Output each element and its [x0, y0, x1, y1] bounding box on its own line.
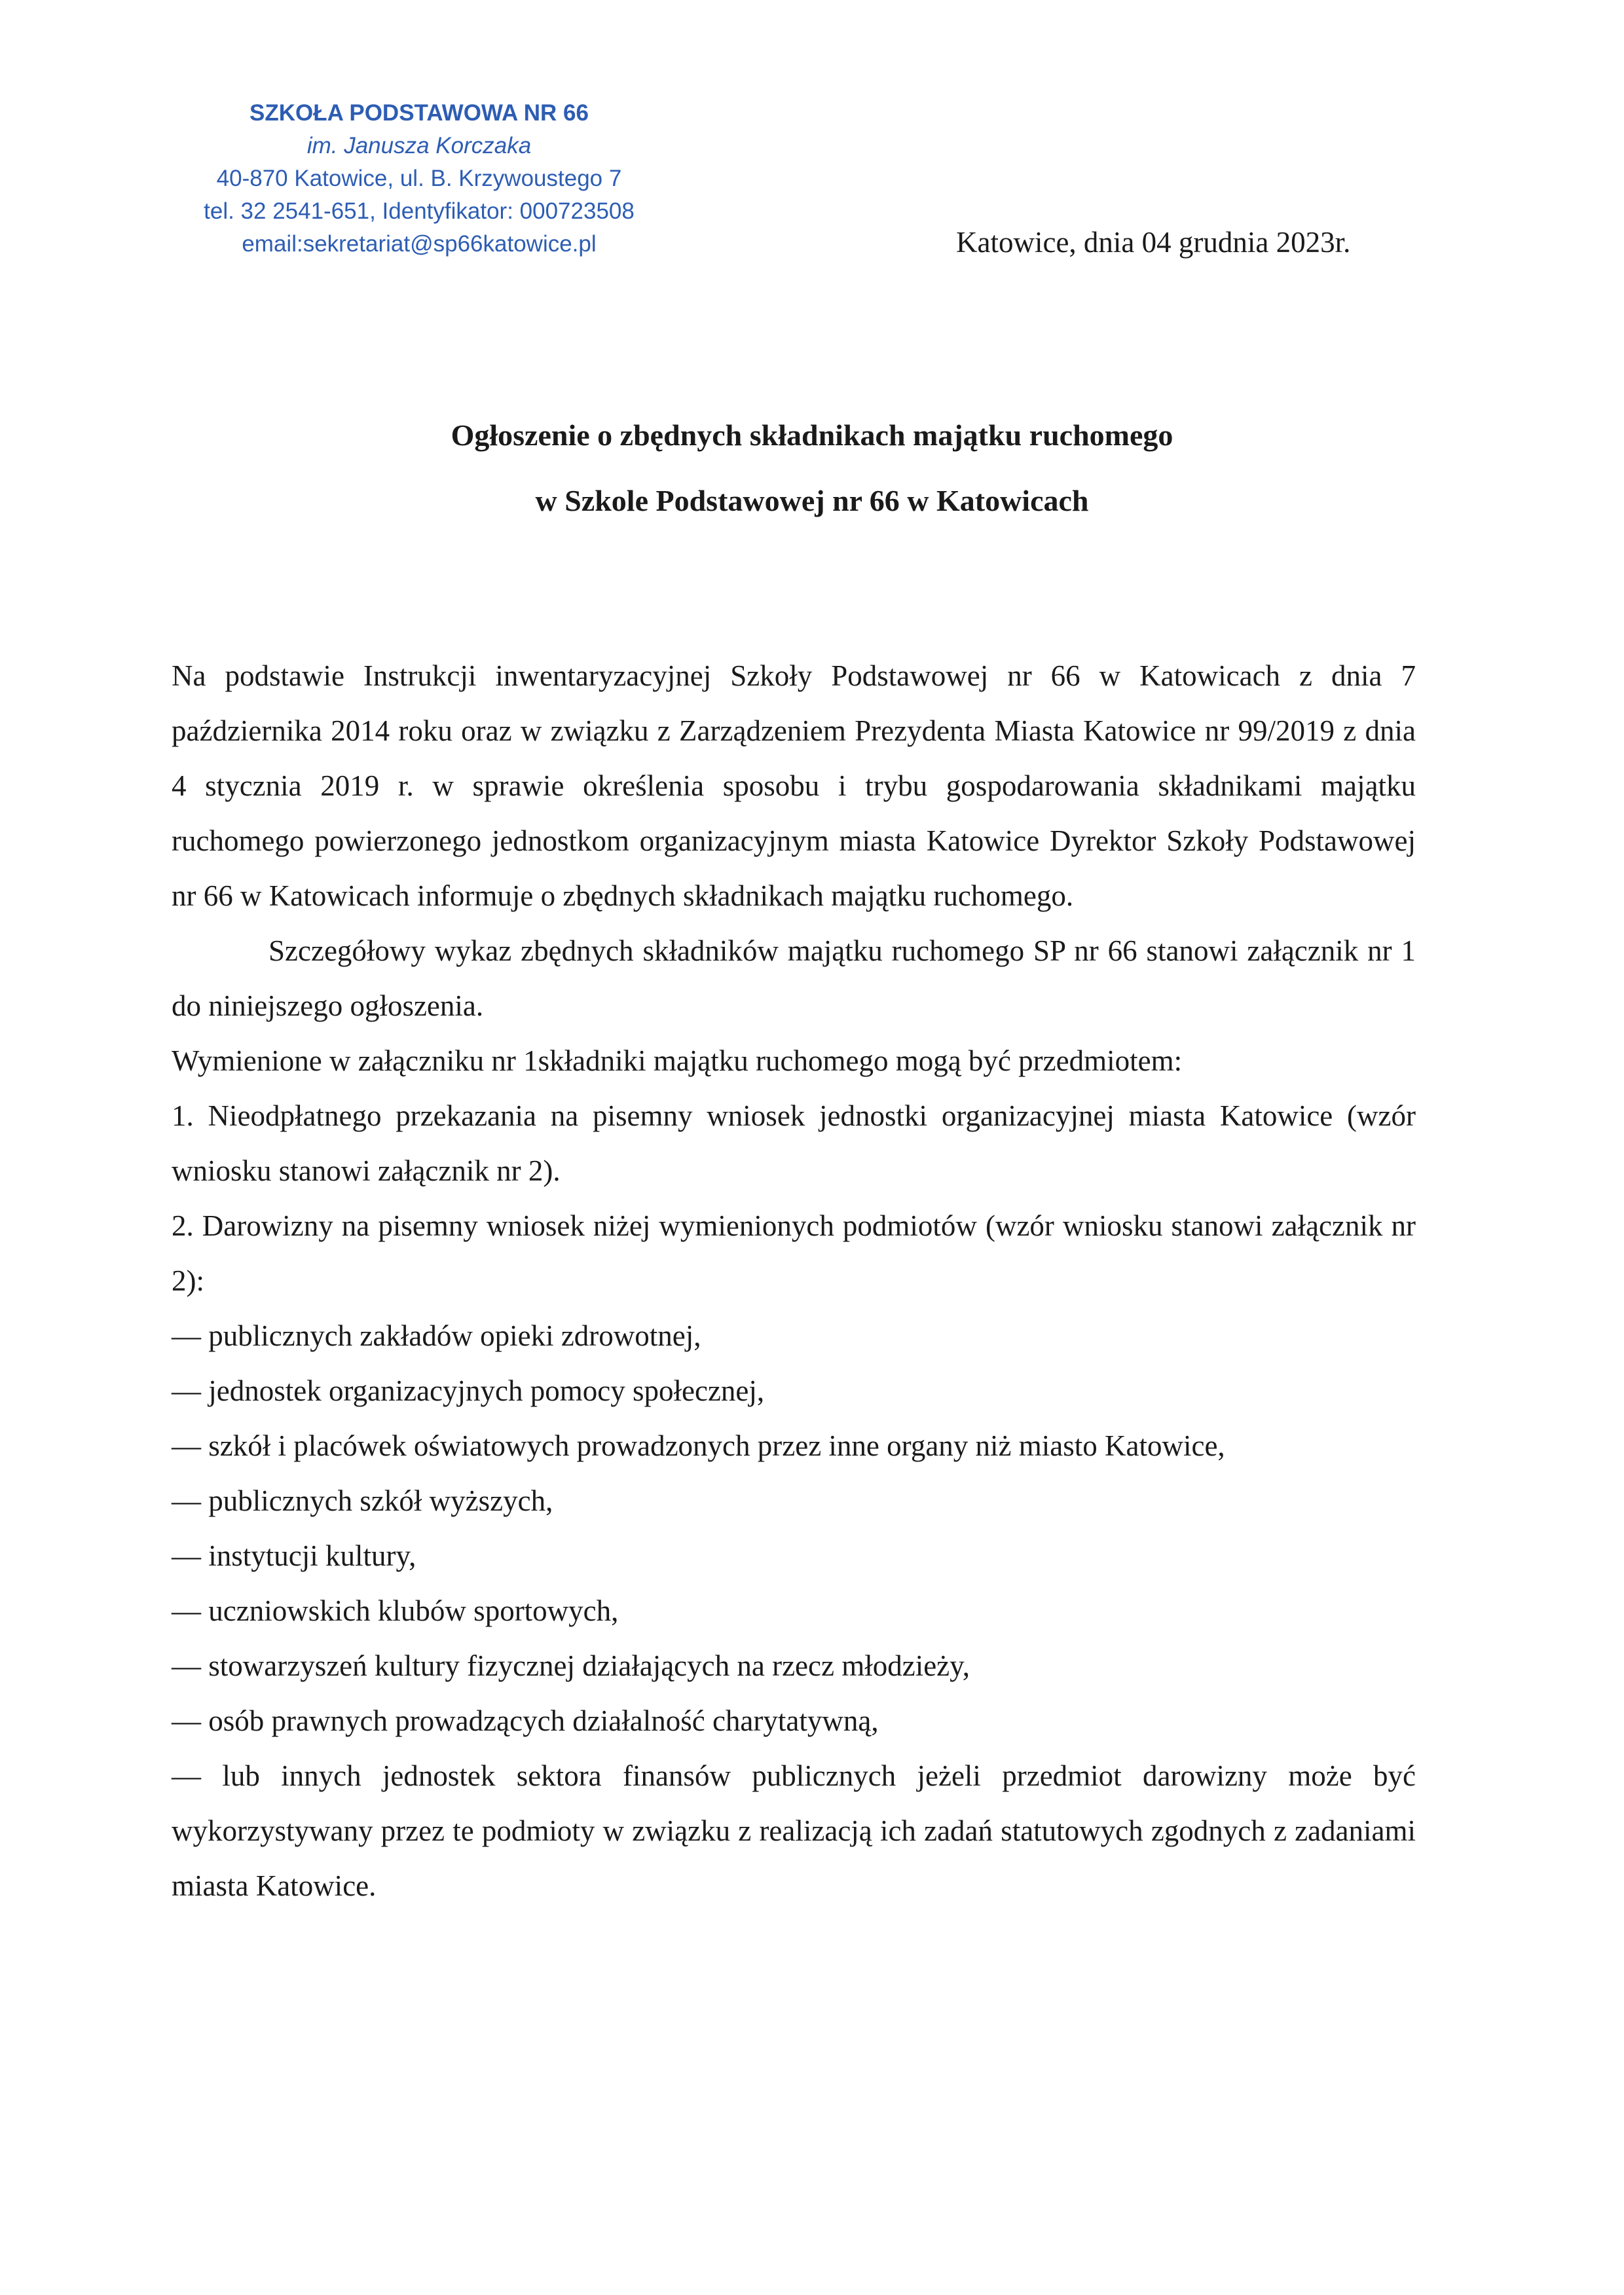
- list-item: — publicznych zakładów opieki zdrowotnej,: [172, 1319, 701, 1352]
- title-line-1: Ogłoszenie o zbędnych składnikach majątku ruchomego: [451, 418, 1173, 452]
- list-item: — uczniowskich klubów sportowych,: [172, 1594, 619, 1627]
- list-item: — jednostek organizacyjnych pomocy społecznej,: [172, 1374, 765, 1407]
- title-line-2: w Szkole Podstawowej nr 66 w Katowicach: [535, 484, 1089, 517]
- list-item: — instytucji kultury,: [172, 1539, 416, 1572]
- numbered-item-1: 1. Nieodpłatnego przekazania na pisemny wniosek jednostki organizacyjnej miasta Katowice (wzór wniosku stanowi załącznik nr 2).: [172, 1099, 1416, 1187]
- stamp-address: 40-870 Katowice, ul. B. Krzywoustego 7: [216, 166, 622, 191]
- detail-paragraph: Szczegółowy wykaz zbędnych składników majątku ruchomego SP nr 66 stanowi załącznik nr 1 do niniejszego ogłoszenia.: [172, 934, 1416, 1022]
- list-item: — osób prawnych prowadzących działalność charytatywną,: [172, 1704, 879, 1737]
- stamp-school-name: SZKOŁA PODSTAWOWA NR 66: [249, 100, 589, 126]
- list-item: — lub innych jednostek sektora finansów publicznych jeżeli przedmiot darowizny może być wykorzystywany przez te podmioty w związku z realizacją ich zadań statutowych zgodnych z zadaniami miasta Katowice.: [172, 1759, 1416, 1902]
- numbered-item-2: 2. Darowizny na pisemny wniosek niżej wymienionych podmiotów (wzór wniosku stanowi załącznik nr 2):: [172, 1209, 1416, 1297]
- document-body: [172, 648, 1416, 1913]
- intro-paragraph: Na podstawie Instrukcji inwentaryzacyjnej Szkoły Podstawowej nr 66 w Katowicach z dnia 7 października 2014 roku oraz w związku z Zarządzeniem Prezydenta Miasta Katowice nr 99/2019 z dnia 4 stycznia 2019 r. w sprawie określenia sposobu i trybu gospodarowania składnikami majątku ruchomego powierzonego jednostkom organizacyjnym miasta Katowice Dyrektor Szkoły Podstawowej nr 66 w Katowicach informuje o zbędnych składnikach majątku ruchomego.: [172, 659, 1416, 912]
- stamp-phone: tel. 32 2541-651, Identyfikator: 000723508: [204, 198, 635, 224]
- recipient-list: [172, 1308, 1416, 1913]
- document-title: [196, 403, 1428, 534]
- date-line: Katowice, dnia 04 grudnia 2023r.: [956, 226, 1351, 259]
- subject-intro: Wymienione w załączniku nr 1składniki majątku ruchomego mogą być przedmiotem:: [172, 1044, 1183, 1077]
- list-item: — szkół i placówek oświatowych prowadzonych przez inne organy niż miasto Katowice,: [172, 1429, 1225, 1462]
- list-item: — publicznych szkół wyższych,: [172, 1484, 553, 1517]
- school-stamp: [160, 97, 678, 261]
- stamp-patron: im. Janusza Korczaka: [306, 133, 532, 158]
- stamp-email: email:sekretariat@sp66katowice.pl: [242, 231, 597, 257]
- list-item: — stowarzyszeń kultury fizycznej działających na rzecz młodzieży,: [172, 1649, 970, 1682]
